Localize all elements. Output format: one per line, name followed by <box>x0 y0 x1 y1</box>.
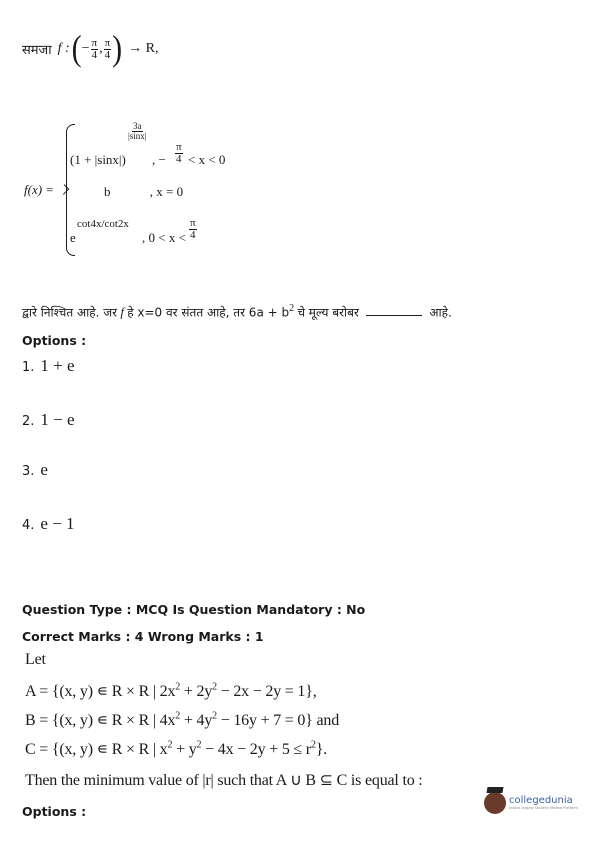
q2-let: Let <box>25 651 46 668</box>
row2-value: b <box>104 184 111 199</box>
piecewise-lhs: f(x) = <box>24 182 55 197</box>
intro-prefix: समजा <box>22 43 52 58</box>
q2-set-C: C = {(x, y) ∊ R × R | $x^2 + y^2 - 4x - 2y + 5 \le r^2$}. <box>25 739 328 758</box>
graduate-icon <box>484 792 506 814</box>
intro-codomain: → R, <box>128 41 159 56</box>
minus-sign: − <box>81 41 90 56</box>
row3-cond: , 0 < x < <box>142 230 186 245</box>
fraction-neg-pi-4: $\frac{\pi}{4}$ <box>91 36 98 61</box>
logo-tagline: India's largest Student Review Platform <box>509 805 578 810</box>
collegedunia-logo <box>484 792 578 814</box>
piecewise-row-3 <box>68 216 268 266</box>
question-text: द्वारे निश्चित आहे. जर f हे x=0 वर संतत आहे, तर $6a + b^2$ चे मूल्य बरोबर आहे. <box>22 303 452 320</box>
q2-question: Then the minimum value of |r| such that A ∪ B ⊆ C is equal to : <box>25 772 423 789</box>
marks-line: Correct Marks : 4 Wrong Marks : 1 <box>22 629 264 644</box>
q2-set-A: A = {(x, y) ∊ R × R | $2x^2 + 2y^2 - 2x - 2y = 1$}, <box>25 681 317 700</box>
option-4[interactable]: 4. e − 1 <box>22 514 75 533</box>
row3-base: e <box>70 230 76 245</box>
row2-cond: , x = 0 <box>149 184 184 199</box>
row1-base: (1 + |sinx|) <box>70 152 126 167</box>
answer-blank <box>366 303 422 316</box>
piecewise-row-1 <box>68 122 268 182</box>
question-type-line: Question Type : MCQ Is Question Mandatory : No <box>22 602 366 617</box>
row1-cond-fraction: $\frac{\pi}{4}$ <box>176 141 182 165</box>
intro-fn: f : <box>57 41 70 56</box>
row1-cond-prefix: , − <box>152 152 166 167</box>
option-2[interactable]: 2. 1 − e <box>22 410 75 429</box>
piecewise-row-2 <box>104 184 183 200</box>
row3-cond-fraction: $\frac{\pi}{4}$ <box>190 217 196 241</box>
row1-cond-suffix: < x < 0 <box>188 152 226 167</box>
row1-exponent: $\frac{3a}{|\sin x|}$ <box>128 121 147 141</box>
logo-name: collegedunia <box>509 794 573 806</box>
options-heading-2: Options : <box>22 804 87 819</box>
option-1[interactable]: 1. 1 + e <box>22 356 75 375</box>
option-3[interactable]: 3. e <box>22 460 48 479</box>
intro-line: समजा f : ( − $\frac{\pi}{4}$ , $\frac{\pi}{4}$ ) → R, <box>22 28 159 69</box>
options-heading: Options : <box>22 333 87 348</box>
fraction-pi-4: $\frac{\pi}{4}$ <box>104 36 111 61</box>
q2-set-B: B = {(x, y) ∊ R × R | $4x^2 + 4y^2 - 16y + 7 = 0$} and <box>25 710 340 729</box>
row3-exponent: cot4x/cot2x <box>77 218 129 230</box>
